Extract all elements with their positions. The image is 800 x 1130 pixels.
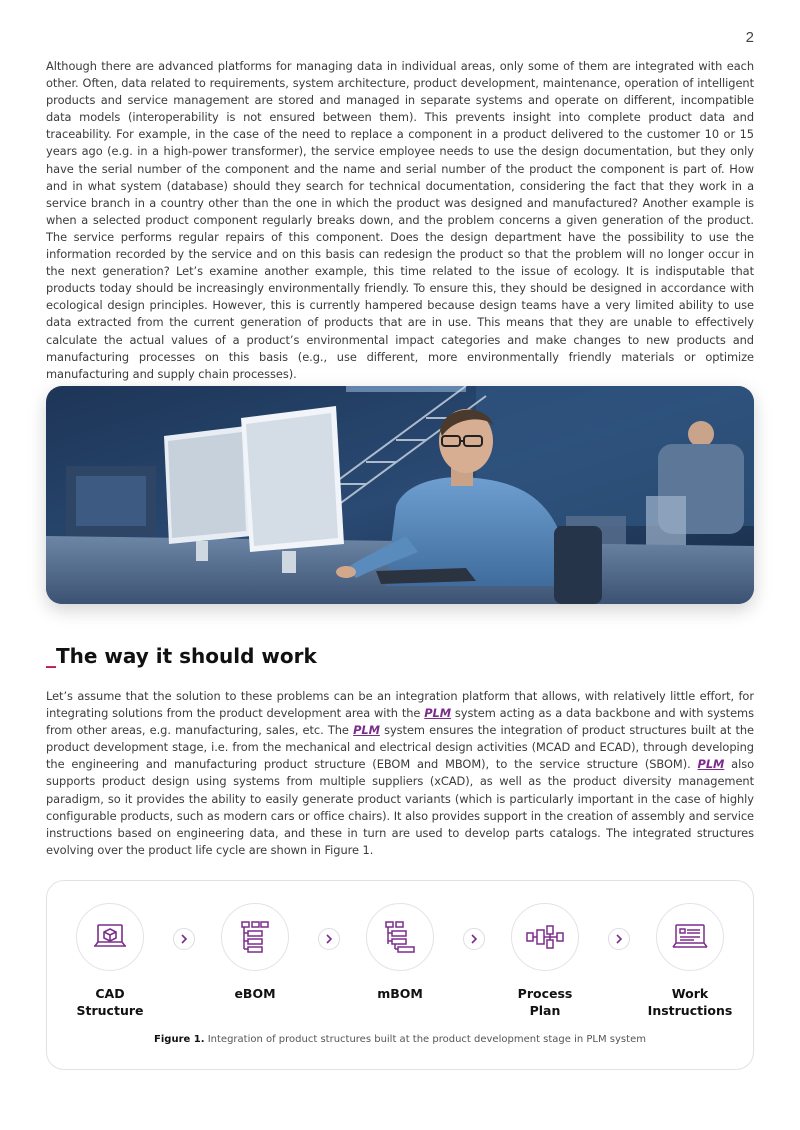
- hierarchy-list-icon: [366, 903, 434, 971]
- plm-link[interactable]: PLM: [353, 723, 380, 738]
- figure-caption: [47, 1034, 753, 1045]
- intro-paragraph: Although there are advanced platforms for managing data in individual areas, only some of them are integrated with each other. Often, data related to requirements, system architecture, product development, maintenance, operation of intelligent products and service management are stored and managed in separate systems and operate on different, incompatible data models (interoperability is not ensured between them). This prevents insight into complete product data and traceability. For example, in the case of the need to replace a component in a product delivered to the customer 10 or 15 years ago (e.g. in a high-power transformer), the service employee needs to use the design documentation, but they only have the serial number of the component and the name and serial number of the product the component is part of. How and in what system (database) should they search for technical documentation, considering the fact that they work in a service branch in a country other than the one in which the product was designed and manufactured? Another example is when a selected product component regularly breaks down, and the problem concerns a given generation of the product. The service performs regular repairs of this component. Does the design department have the possibility to use the information recorded by the service and on this basis can redesign the product so that the problem will no longer occur in the next generation? Let’s examine another example, this time related to the issue of ecology. It is indisputable that products today should be increasingly environmentally friendly. To ensure this, they should be designed in accordance with ecological design principles. However, this is currently hampered because design teams have a very limited ability to use data extracted from the current generation of products that are in use. This means that they are unable to effectively calculate the actual values of a product’s environmental impact categories and make changes to new products and manufacturing processes on this basis (e.g., use different, more environmentally friendly materials or optimize manufacturing and supply chain processes).: [46, 59, 754, 381]
- page-number: 2: [745, 29, 754, 46]
- step-cad-structure: [50, 903, 170, 1019]
- section-heading: [46, 644, 317, 668]
- hierarchy-list-icon: [221, 903, 289, 971]
- body-text: also supports product design using systems from multiple suppliers (xCAD), as well as the product diversity management paradigm, so it provides the ability to easily generate product variants (which is particularly important in the case of highly configurable products, such as modern cars or office chairs). It also provides support in the creation of assembly and service instructions based on engineering data, and these in turn are used to develop parts catalogs. The integrated structures evolving over the product life cycle are shown in Figure 1.: [46, 757, 755, 857]
- heading-text: The way it should work: [56, 644, 317, 668]
- body-text: system ensures the integration of product structures built at the product development stage, i.e. from the mechanical and electrical design activities (MCAD and ECAD), through developing the engineering and manufacturing product structure (EBOM and MBOM), to the service structure (SBOM).: [46, 723, 754, 772]
- caption-text: Integration of product structures built at the product development stage in PLM system: [204, 1034, 646, 1045]
- chevron-right-icon: [463, 928, 485, 950]
- plm-link[interactable]: PLM: [424, 706, 452, 721]
- process-flow-icon: [511, 903, 579, 971]
- body-text: Let’s assume that the solution to these problems can be an integration platform that allows, with relatively little effort, for integrating solutions from the product development area with the: [46, 689, 754, 721]
- body-paragraph: [46, 688, 754, 859]
- chevron-right-icon: [173, 928, 195, 950]
- step-process-plan: [485, 903, 605, 1019]
- laptop-cube-icon: [76, 903, 144, 971]
- chevron-right-icon: [608, 928, 630, 950]
- step-ebom: [195, 903, 315, 1002]
- step-label: Process Plan: [517, 986, 573, 1018]
- step-label: CAD Structure: [76, 986, 144, 1018]
- step-work-instructions: [630, 903, 750, 1019]
- figure-1: [46, 880, 754, 1070]
- monitor-document-icon: [656, 903, 724, 971]
- step-label: mBOM: [377, 986, 423, 1001]
- step-mbom: [340, 903, 460, 1002]
- body-text: system acting as a data backbone and with systems from other areas, e.g. manufacturing, sales, etc. The: [46, 706, 754, 738]
- step-label: Work Instructions: [647, 986, 733, 1018]
- plm-link[interactable]: PLM: [697, 757, 725, 772]
- step-label: eBOM: [234, 986, 276, 1001]
- office-engineer-photo: [46, 386, 754, 604]
- chevron-right-icon: [318, 928, 340, 950]
- caption-label: Figure 1.: [154, 1034, 205, 1045]
- heading-accent: _: [46, 644, 56, 668]
